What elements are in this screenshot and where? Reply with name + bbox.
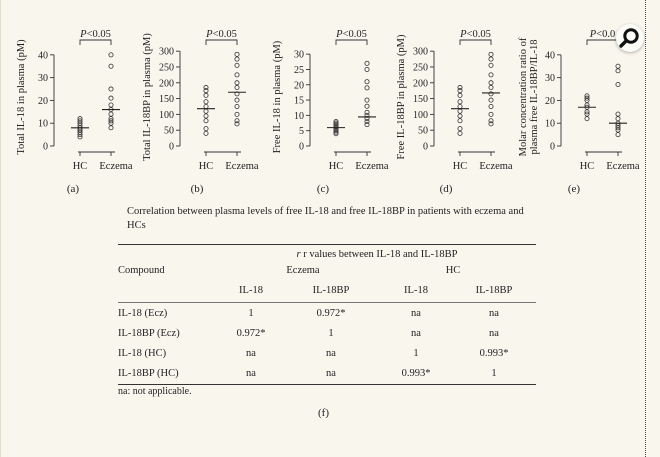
table-cell: 1 <box>491 368 497 379</box>
table-spanner-text: r values between IL-18 and IL-18BP <box>303 249 458 260</box>
data-point <box>365 98 369 102</box>
panel-label-c: (c) <box>316 183 330 195</box>
data-point <box>204 131 208 135</box>
panel-label-a: (a) <box>66 183 80 195</box>
y-tick-label: 10 <box>545 118 555 130</box>
table-cell: 0.993* <box>479 348 509 359</box>
page-edge-rule <box>645 0 646 457</box>
y-tick-label: 20 <box>294 80 304 92</box>
row-compound: IL-18 (HC) <box>118 348 167 359</box>
significance-bracket <box>80 40 111 45</box>
column-header: IL-18 <box>404 285 428 296</box>
significance-label: P<0.05 <box>206 29 237 40</box>
data-point <box>204 93 208 97</box>
table-cell: na <box>411 328 421 339</box>
column-header: IL-18BP <box>312 285 350 296</box>
y-tick-label: 200 <box>159 78 174 90</box>
x-tick-label: HC <box>328 161 344 172</box>
x-tick-label: Eczema <box>479 161 513 172</box>
x-tick-label: HC <box>452 161 468 172</box>
table-cell: 0.993* <box>401 368 431 379</box>
row-compound: IL-18 (Ecz) <box>118 308 168 319</box>
data-point <box>109 103 113 107</box>
column-header: IL-18 <box>239 285 263 296</box>
data-point <box>458 114 462 118</box>
panel-label-b: (b) <box>190 183 204 195</box>
x-tick-label: Eczema <box>99 161 133 172</box>
significance-bracket <box>460 40 491 45</box>
y-tick-label: 30 <box>545 73 555 85</box>
table-cell: 1 <box>328 328 334 339</box>
y-axis-label: Total IL-18BP in plasma (pM) <box>142 33 153 161</box>
significance-label: P<0.0 <box>589 29 616 40</box>
data-point <box>204 85 208 89</box>
data-point <box>235 85 239 89</box>
x-tick-label: Eczema <box>225 161 259 172</box>
x-tick-label: Eczema <box>606 161 640 172</box>
data-point <box>235 57 239 61</box>
data-point <box>616 82 620 86</box>
compound-header: Compound <box>118 265 165 276</box>
y-tick-label: 50 <box>418 125 428 137</box>
table-spanner-row <box>118 249 536 264</box>
data-point <box>458 104 462 108</box>
data-point <box>235 73 239 77</box>
table-cell: na <box>411 308 421 319</box>
data-point <box>365 86 369 90</box>
table-bottom-rule <box>118 384 536 385</box>
significance-label: P<0.05 <box>460 29 491 40</box>
y-axis-label: Free IL-18BP in plasma (pM) <box>396 34 407 160</box>
data-point <box>489 98 493 102</box>
chart-panel-b <box>136 28 259 188</box>
y-tick-label: 150 <box>159 94 174 106</box>
y-tick-label: 30 <box>38 73 48 85</box>
y-tick-label: 0 <box>550 141 555 153</box>
data-point <box>616 117 620 121</box>
data-point <box>109 53 113 57</box>
data-point <box>489 73 493 77</box>
data-point <box>489 104 493 108</box>
data-point <box>616 64 620 68</box>
data-point <box>489 85 493 89</box>
table-header-rule <box>118 302 536 303</box>
data-point <box>616 133 620 137</box>
table-row <box>118 348 536 363</box>
y-tick-label: 10 <box>38 118 48 130</box>
significance-bracket <box>206 40 237 45</box>
data-point <box>204 119 208 123</box>
chart-panel-e <box>517 28 640 188</box>
panel-label-d: (d) <box>439 183 453 195</box>
y-axis-label: Free IL-18 in plasma (pM) <box>272 40 283 154</box>
data-point <box>235 104 239 108</box>
table-footnote: na: not applicable. <box>118 386 192 397</box>
table-cell: na <box>489 308 499 319</box>
table-cell: 0.972* <box>236 328 266 339</box>
data-point <box>365 80 369 84</box>
y-tick-label: 30 <box>294 49 304 61</box>
x-tick-label: Eczema <box>355 161 389 172</box>
data-point <box>204 127 208 131</box>
data-point <box>585 117 589 121</box>
data-point <box>109 112 113 116</box>
data-point <box>365 61 369 65</box>
x-tick-label: HC <box>579 161 595 172</box>
table-cell: na <box>489 328 499 339</box>
data-point <box>458 109 462 113</box>
table-title: Correlation between plasma levels of free IL-18 and free IL-18BP in patients with eczema and HCs <box>127 206 524 231</box>
y-tick-label: 150 <box>413 94 428 106</box>
y-tick-label: 25 <box>294 64 304 76</box>
chart-panel-a <box>10 28 133 188</box>
data-point <box>235 81 239 85</box>
table-cell: na <box>326 368 336 379</box>
row-compound: IL-18BP (Ecz) <box>118 328 180 339</box>
data-point <box>458 93 462 97</box>
y-tick-label: 20 <box>38 95 48 107</box>
magnifier-icon <box>616 24 644 52</box>
data-point <box>204 114 208 118</box>
table-cell: 1 <box>248 308 254 319</box>
data-point <box>365 67 369 71</box>
table-top-rule <box>118 244 536 245</box>
panel-label-f: (f) <box>318 407 329 419</box>
table-cell: na <box>326 348 336 359</box>
y-tick-label: 0 <box>423 141 428 153</box>
significance-bracket <box>336 40 367 45</box>
significance-bracket <box>587 40 618 45</box>
data-point <box>235 52 239 56</box>
data-point <box>204 109 208 113</box>
y-tick-label: 40 <box>545 50 555 62</box>
data-point <box>458 131 462 135</box>
x-tick-label: HC <box>198 161 214 172</box>
y-axis-label: Molar concentration ratio of <box>518 37 529 157</box>
data-point <box>235 112 239 116</box>
data-point <box>365 104 369 108</box>
group-header-eczema: Eczema <box>286 265 320 276</box>
table-cell: 0.972* <box>316 308 346 319</box>
data-point <box>204 104 208 108</box>
data-point <box>616 69 620 73</box>
y-tick-label: 300 <box>413 46 428 58</box>
data-point <box>109 96 113 100</box>
y-tick-label: 10 <box>294 110 304 122</box>
data-point <box>489 52 493 56</box>
table-cell: 1 <box>413 348 419 359</box>
data-point <box>109 87 113 91</box>
table-row <box>118 368 536 383</box>
data-point <box>489 119 493 123</box>
panel-label-e: (e) <box>567 183 581 195</box>
zoom-button[interactable] <box>616 24 644 52</box>
significance-label: P<0.05 <box>336 29 367 40</box>
table-column-header-row <box>118 285 536 300</box>
data-point <box>235 98 239 102</box>
table-cell: na <box>246 368 256 379</box>
group-header-hc: HC <box>445 265 461 276</box>
y-tick-label: 5 <box>299 126 304 138</box>
data-point <box>109 126 113 130</box>
table-group-row <box>118 265 536 280</box>
row-compound: IL-18BP (HC) <box>118 368 179 379</box>
data-point <box>365 110 369 114</box>
data-point <box>235 63 239 67</box>
y-tick-label: 20 <box>545 95 555 107</box>
y-tick-label: 0 <box>299 141 304 153</box>
table-row <box>118 328 536 343</box>
y-tick-label: 100 <box>159 109 174 121</box>
table-row <box>118 308 536 323</box>
data-point <box>458 119 462 123</box>
data-point <box>109 64 113 68</box>
significance-label: P<0.05 <box>80 29 111 40</box>
y-tick-label: 50 <box>164 125 174 137</box>
data-point <box>616 112 620 116</box>
y-tick-label: 0 <box>169 141 174 153</box>
data-point <box>489 57 493 61</box>
column-header: IL-18BP <box>475 285 513 296</box>
table-spanner: r r values between IL-18 and IL-18BP <box>296 249 458 260</box>
data-point <box>204 100 208 104</box>
y-tick-label: 0 <box>43 141 48 153</box>
data-point <box>235 119 239 123</box>
y-tick-label: 300 <box>159 46 174 58</box>
y-tick-label: 250 <box>413 62 428 74</box>
table-cell: na <box>246 348 256 359</box>
data-point <box>489 112 493 116</box>
chart-panel-d <box>390 28 513 188</box>
x-tick-label: HC <box>72 161 88 172</box>
y-tick-label: 200 <box>413 78 428 90</box>
y-axis-label: plasma free IL-18BP/IL-18 <box>529 39 540 155</box>
y-tick-label: 250 <box>159 62 174 74</box>
data-point <box>458 85 462 89</box>
chart-panel-c <box>266 28 389 188</box>
data-point <box>489 63 493 67</box>
y-axis-label: Total IL-18 in plasma (pM) <box>16 39 27 155</box>
data-point <box>458 127 462 131</box>
y-tick-label: 100 <box>413 109 428 121</box>
y-tick-label: 40 <box>38 50 48 62</box>
data-point <box>458 100 462 104</box>
data-point <box>489 81 493 85</box>
y-tick-label: 15 <box>294 95 304 107</box>
